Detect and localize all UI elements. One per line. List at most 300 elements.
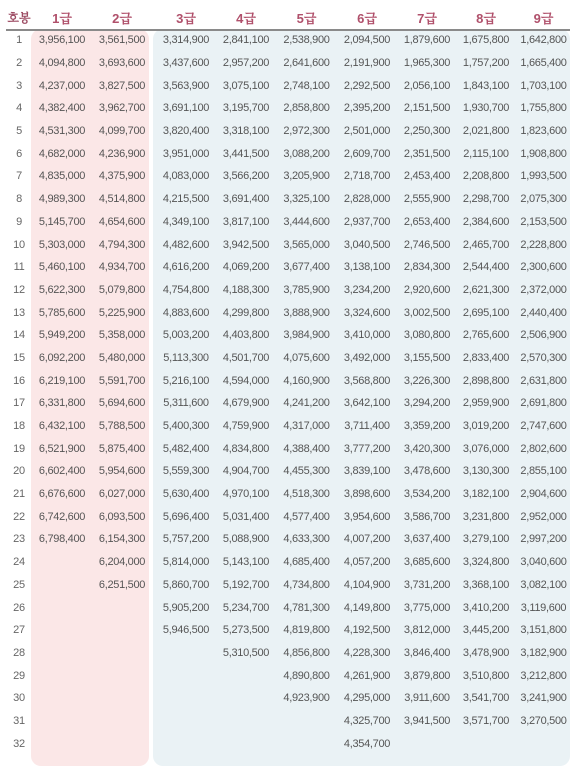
table-row xyxy=(6,165,572,188)
salary-cell-grade-5: 4,633,300 xyxy=(283,533,330,546)
salary-cell-grade-8: 2,544,400 xyxy=(462,261,510,274)
salary-cell-grade-5: 4,734,800 xyxy=(283,578,330,591)
salary-cell-grade-1 xyxy=(32,732,92,755)
salary-cell-grade-4 xyxy=(216,732,276,755)
salary-cell-grade-8: 2,384,600 xyxy=(462,215,510,228)
step-cell: 16 xyxy=(13,374,25,387)
salary-cell-grade-3: 4,754,800 xyxy=(162,283,210,296)
salary-cell-grade-9: 1,665,400 xyxy=(520,57,567,70)
salary-cell-grade-8: 2,298,700 xyxy=(462,193,510,206)
salary-cell-grade-8: 2,898,800 xyxy=(462,374,510,387)
salary-cell-grade-7: 2,653,400 xyxy=(403,215,451,228)
salary-cell-grade-8: 2,021,800 xyxy=(462,125,510,138)
table-row xyxy=(6,460,572,483)
salary-cell-grade-2: 3,962,700 xyxy=(98,102,146,115)
salary-cell-grade-7: 3,637,400 xyxy=(403,533,451,546)
table-row xyxy=(6,437,572,460)
salary-cell-grade-7: 2,151,500 xyxy=(403,102,451,115)
salary-cell-grade-4: 3,817,100 xyxy=(222,215,270,228)
salary-cell-grade-1: 5,303,000 xyxy=(38,238,86,251)
salary-cell-grade-7 xyxy=(397,732,457,755)
header-grade-5: 5급 xyxy=(296,11,317,26)
table-row xyxy=(6,732,572,755)
salary-cell-grade-7: 3,879,800 xyxy=(403,669,451,682)
salary-cell-grade-5: 4,075,600 xyxy=(283,351,330,364)
salary-cell-grade-5 xyxy=(276,732,337,755)
salary-cell-grade-6: 4,192,500 xyxy=(343,624,391,637)
salary-cell-grade-1: 5,785,600 xyxy=(38,306,86,319)
salary-cell-grade-8: 3,410,200 xyxy=(462,601,510,614)
salary-table xyxy=(6,6,572,755)
salary-cell-grade-5: 4,241,200 xyxy=(283,397,330,410)
salary-cell-grade-2: 4,934,700 xyxy=(98,261,146,274)
salary-cell-grade-9: 2,300,600 xyxy=(520,261,567,274)
salary-cell-grade-1: 3,956,100 xyxy=(38,34,86,47)
salary-cell-grade-1: 6,742,600 xyxy=(38,510,86,523)
salary-cell-grade-5 xyxy=(276,710,337,733)
table-row xyxy=(6,664,572,687)
salary-cell-grade-9: 3,119,600 xyxy=(520,601,567,614)
salary-cell-grade-7: 3,420,300 xyxy=(403,442,451,455)
table-header-row xyxy=(6,6,572,29)
salary-cell-grade-5: 4,685,400 xyxy=(283,556,330,569)
salary-cell-grade-6: 4,261,900 xyxy=(343,669,391,682)
salary-cell-grade-2: 4,514,800 xyxy=(98,193,146,206)
salary-cell-grade-7: 3,359,200 xyxy=(403,420,451,433)
step-cell: 28 xyxy=(13,646,25,659)
salary-cell-grade-5: 2,748,100 xyxy=(283,79,330,92)
salary-cell-grade-9: 2,570,300 xyxy=(520,351,567,364)
salary-cell-grade-8: 3,571,700 xyxy=(462,714,510,727)
salary-cell-grade-3: 5,946,500 xyxy=(162,624,210,637)
salary-cell-grade-2: 6,027,000 xyxy=(98,488,146,501)
salary-cell-grade-7: 2,834,300 xyxy=(403,261,451,274)
salary-cell-grade-5: 3,565,000 xyxy=(283,238,330,251)
salary-cell-grade-1: 5,460,100 xyxy=(38,261,86,274)
salary-cell-grade-2: 5,875,400 xyxy=(98,442,146,455)
table-row xyxy=(6,29,572,52)
salary-cell-grade-6: 2,937,700 xyxy=(343,215,391,228)
salary-cell-grade-2 xyxy=(92,687,152,710)
salary-cell-grade-9: 2,904,600 xyxy=(520,488,567,501)
table-row xyxy=(6,301,572,324)
salary-cell-grade-7: 3,911,600 xyxy=(404,692,450,705)
salary-cell-grade-6: 3,711,400 xyxy=(344,420,390,433)
salary-cell-grade-9: 2,802,600 xyxy=(520,442,567,455)
salary-cell-grade-5: 3,677,400 xyxy=(283,261,330,274)
salary-cell-grade-1: 4,094,800 xyxy=(38,57,86,70)
salary-cell-grade-9: 2,440,400 xyxy=(520,306,567,319)
table-row xyxy=(6,256,572,279)
salary-cell-grade-6: 3,138,100 xyxy=(343,261,391,274)
table-row xyxy=(6,188,572,211)
salary-cell-grade-6: 3,040,500 xyxy=(343,238,391,251)
step-cell: 8 xyxy=(16,193,22,206)
salary-cell-grade-2: 5,480,000 xyxy=(98,351,146,364)
salary-cell-grade-6: 4,325,700 xyxy=(343,714,391,727)
salary-cell-grade-8: 2,695,100 xyxy=(462,306,510,319)
salary-cell-grade-5: 3,785,900 xyxy=(283,283,330,296)
salary-cell-grade-5: 4,577,400 xyxy=(283,510,330,523)
salary-cell-grade-5: 2,858,800 xyxy=(283,102,330,115)
salary-cell-grade-9: 3,182,900 xyxy=(520,646,567,659)
salary-cell-grade-5: 4,455,300 xyxy=(283,465,330,478)
salary-cell-grade-7: 3,226,300 xyxy=(403,374,451,387)
step-cell: 26 xyxy=(13,601,25,614)
salary-cell-grade-6: 3,324,600 xyxy=(343,306,391,319)
step-cell: 2 xyxy=(16,57,22,70)
salary-cell-grade-3: 3,314,900 xyxy=(162,34,210,47)
salary-cell-grade-4: 3,691,400 xyxy=(222,193,270,206)
table-row xyxy=(6,97,572,120)
salary-cell-grade-3: 5,696,400 xyxy=(162,510,210,523)
salary-cell-grade-3: 5,757,200 xyxy=(162,533,210,546)
salary-cell-grade-9: 1,993,500 xyxy=(520,170,567,183)
salary-cell-grade-9: 2,153,500 xyxy=(520,215,567,228)
salary-cell-grade-9: 1,823,600 xyxy=(520,125,567,138)
salary-cell-grade-2: 4,375,900 xyxy=(98,170,146,183)
salary-cell-grade-8: 3,510,800 xyxy=(462,669,510,682)
salary-cell-grade-3: 5,003,200 xyxy=(162,329,210,342)
salary-cell-grade-6: 3,839,100 xyxy=(343,465,391,478)
salary-cell-grade-4 xyxy=(216,687,276,710)
salary-cell-grade-6: 2,609,700 xyxy=(343,147,391,160)
salary-cell-grade-8: 1,675,800 xyxy=(462,34,510,47)
salary-cell-grade-4: 4,188,300 xyxy=(222,283,270,296)
salary-cell-grade-4: 5,234,700 xyxy=(222,601,270,614)
salary-cell-grade-7: 3,080,800 xyxy=(403,329,451,342)
salary-cell-grade-3: 5,216,100 xyxy=(162,374,210,387)
step-cell: 19 xyxy=(13,442,25,455)
salary-cell-grade-2 xyxy=(92,732,152,755)
salary-cell-grade-7: 3,941,500 xyxy=(403,714,451,727)
salary-cell-grade-4: 3,075,100 xyxy=(222,79,270,92)
step-cell: 10 xyxy=(13,238,25,251)
salary-cell-grade-7: 2,555,900 xyxy=(403,193,451,206)
salary-cell-grade-7: 1,965,300 xyxy=(403,57,451,70)
header-grade-9: 9급 xyxy=(533,11,554,26)
header-grade-1: 1급 xyxy=(52,11,72,26)
salary-cell-grade-2: 3,693,600 xyxy=(98,57,146,70)
salary-cell-grade-8: 2,765,600 xyxy=(462,329,510,342)
salary-cell-grade-1: 4,989,300 xyxy=(38,193,86,206)
step-cell: 30 xyxy=(13,692,25,705)
salary-cell-grade-3: 3,437,600 xyxy=(162,57,210,70)
table-row xyxy=(6,574,572,597)
salary-cell-grade-9: 1,703,100 xyxy=(520,79,567,92)
salary-cell-grade-9: 3,270,500 xyxy=(520,714,567,727)
salary-cell-grade-4: 5,310,500 xyxy=(222,646,270,659)
salary-cell-grade-2: 6,204,000 xyxy=(98,556,146,569)
salary-cell-grade-5: 3,888,900 xyxy=(283,306,330,319)
table-row xyxy=(6,551,572,574)
salary-cell-grade-4: 4,069,200 xyxy=(222,261,270,274)
step-cell: 18 xyxy=(13,420,25,433)
salary-cell-grade-1: 5,145,700 xyxy=(38,215,86,228)
salary-cell-grade-2: 5,225,900 xyxy=(98,306,146,319)
salary-cell-grade-4: 4,299,800 xyxy=(222,306,270,319)
salary-cell-grade-1 xyxy=(32,664,92,687)
header-grade-6: 6급 xyxy=(357,11,377,26)
salary-cell-grade-6: 2,094,500 xyxy=(343,34,391,47)
salary-cell-grade-4: 5,031,400 xyxy=(222,510,270,523)
salary-cell-grade-6: 2,828,000 xyxy=(343,193,391,206)
salary-cell-grade-8: 2,959,900 xyxy=(462,397,510,410)
salary-cell-grade-5: 4,890,800 xyxy=(283,669,330,682)
step-cell: 5 xyxy=(16,125,22,138)
table-row xyxy=(6,369,572,392)
salary-cell-grade-4: 4,834,800 xyxy=(222,442,270,455)
salary-cell-grade-1: 6,331,800 xyxy=(38,397,86,410)
salary-cell-grade-9: 3,151,800 xyxy=(520,624,567,637)
table-row xyxy=(6,52,572,75)
salary-cell-grade-3 xyxy=(156,664,216,687)
salary-cell-grade-9: 2,372,000 xyxy=(520,283,567,296)
salary-cell-grade-6: 3,954,600 xyxy=(343,510,391,523)
salary-cell-grade-3 xyxy=(156,687,216,710)
salary-cell-grade-2: 5,591,700 xyxy=(98,374,146,387)
salary-cell-grade-5: 4,819,800 xyxy=(283,624,330,637)
salary-cell-grade-4: 4,904,700 xyxy=(222,465,270,478)
salary-cell-grade-1: 6,521,900 xyxy=(38,442,86,455)
salary-cell-grade-7: 2,250,300 xyxy=(403,125,451,138)
salary-cell-grade-8: 2,465,700 xyxy=(462,238,510,251)
salary-cell-grade-1: 5,949,200 xyxy=(38,329,86,342)
salary-cell-grade-2: 4,794,300 xyxy=(98,238,146,251)
salary-cell-grade-1 xyxy=(32,551,92,574)
salary-cell-grade-8: 3,279,100 xyxy=(462,533,510,546)
salary-cell-grade-6: 4,149,800 xyxy=(343,601,391,614)
table-row xyxy=(6,392,572,415)
table-row xyxy=(6,483,572,506)
salary-cell-grade-6: 2,718,700 xyxy=(343,170,391,183)
table-row xyxy=(6,505,572,528)
salary-cell-grade-8: 1,843,100 xyxy=(462,79,510,92)
salary-cell-grade-5: 4,923,900 xyxy=(283,692,330,705)
table-row xyxy=(6,233,572,256)
salary-cell-grade-8: 2,115,100 xyxy=(463,147,509,160)
table-row xyxy=(6,120,572,143)
header-grade-8: 8급 xyxy=(476,11,496,26)
salary-cell-grade-5: 3,088,200 xyxy=(283,147,330,160)
table-row xyxy=(6,142,572,165)
header-divider xyxy=(6,29,570,31)
salary-cell-grade-8 xyxy=(457,732,515,755)
salary-cell-grade-9: 1,755,800 xyxy=(520,102,567,115)
header-grade-4: 4급 xyxy=(236,11,256,26)
salary-cell-grade-5: 2,641,600 xyxy=(283,57,330,70)
salary-cell-grade-2: 5,358,000 xyxy=(98,329,146,342)
salary-cell-grade-6: 3,642,100 xyxy=(343,397,391,410)
salary-cell-grade-7: 3,775,000 xyxy=(403,601,451,614)
salary-cell-grade-6: 3,568,800 xyxy=(343,374,391,387)
salary-cell-grade-6: 3,234,200 xyxy=(343,283,391,296)
salary-cell-grade-6: 4,007,200 xyxy=(343,533,391,546)
salary-cell-grade-9: 3,241,900 xyxy=(520,692,567,705)
salary-cell-grade-5: 2,972,300 xyxy=(283,125,330,138)
salary-cell-grade-3 xyxy=(156,732,216,755)
salary-cell-grade-9: 2,506,900 xyxy=(520,329,567,342)
salary-cell-grade-4: 5,143,100 xyxy=(222,556,270,569)
salary-cell-grade-2: 3,827,500 xyxy=(98,79,146,92)
salary-cell-grade-1: 6,602,400 xyxy=(38,465,86,478)
salary-cell-grade-9: 2,228,800 xyxy=(520,238,567,251)
salary-cell-grade-1 xyxy=(32,619,92,642)
salary-cell-grade-2: 5,788,500 xyxy=(98,420,146,433)
salary-cell-grade-6: 4,228,300 xyxy=(343,646,391,659)
salary-cell-grade-3: 5,113,300 xyxy=(163,351,209,364)
salary-cell-grade-4: 4,501,700 xyxy=(222,351,270,364)
salary-cell-grade-4: 4,970,100 xyxy=(222,488,270,501)
salary-cell-grade-8: 3,076,000 xyxy=(462,442,510,455)
salary-cell-grade-3 xyxy=(156,642,216,665)
salary-cell-grade-7: 1,879,600 xyxy=(403,34,451,47)
salary-cell-grade-2 xyxy=(92,664,152,687)
salary-cell-grade-4: 4,679,900 xyxy=(222,397,270,410)
salary-cell-grade-5: 4,160,900 xyxy=(283,374,330,387)
salary-cell-grade-7: 2,920,600 xyxy=(403,283,451,296)
salary-cell-grade-2: 5,954,600 xyxy=(98,465,146,478)
salary-cell-grade-4: 4,403,800 xyxy=(222,329,270,342)
salary-cell-grade-3: 4,883,600 xyxy=(162,306,210,319)
salary-cell-grade-3: 5,482,400 xyxy=(162,442,210,455)
salary-cell-grade-8: 2,208,800 xyxy=(462,170,510,183)
salary-cell-grade-2: 4,654,600 xyxy=(98,215,146,228)
salary-cell-grade-7: 3,685,600 xyxy=(403,556,451,569)
salary-cell-grade-3: 4,616,200 xyxy=(162,261,210,274)
table-row xyxy=(6,279,572,302)
step-cell: 25 xyxy=(13,578,25,591)
salary-cell-grade-6: 4,104,900 xyxy=(343,578,391,591)
salary-cell-grade-6: 4,295,000 xyxy=(343,692,391,705)
table-row xyxy=(6,596,572,619)
salary-cell-grade-5: 3,444,600 xyxy=(283,215,330,228)
salary-cell-grade-9: 2,631,800 xyxy=(520,374,567,387)
salary-cell-grade-9: 2,997,200 xyxy=(520,533,567,546)
salary-cell-grade-5: 2,538,900 xyxy=(283,34,330,47)
salary-cell-grade-3: 5,630,400 xyxy=(162,488,210,501)
salary-cell-grade-8: 3,324,800 xyxy=(462,556,510,569)
salary-cell-grade-1: 4,237,000 xyxy=(38,79,86,92)
salary-cell-grade-9: 2,952,000 xyxy=(520,510,567,523)
salary-cell-grade-5: 3,984,900 xyxy=(283,329,330,342)
salary-cell-grade-6: 2,292,500 xyxy=(343,79,391,92)
salary-cell-grade-5: 4,781,300 xyxy=(283,601,330,614)
salary-cell-grade-8: 2,621,300 xyxy=(462,283,510,296)
salary-cell-grade-3: 3,691,100 xyxy=(162,102,210,115)
salary-cell-grade-7: 3,294,200 xyxy=(403,397,451,410)
salary-cell-grade-7: 2,453,400 xyxy=(403,170,451,183)
salary-cell-grade-1 xyxy=(32,596,92,619)
salary-cell-grade-4: 2,841,100 xyxy=(222,34,270,47)
salary-cell-grade-1 xyxy=(32,710,92,733)
salary-cell-grade-1: 6,432,100 xyxy=(38,420,86,433)
header-grade-2: 2급 xyxy=(112,11,132,26)
step-cell: 27 xyxy=(13,624,25,637)
salary-cell-grade-9: 2,075,300 xyxy=(520,193,567,206)
salary-cell-grade-1: 6,219,100 xyxy=(38,374,86,387)
salary-cell-grade-7: 3,534,200 xyxy=(403,488,451,501)
salary-cell-grade-7: 3,478,600 xyxy=(403,465,451,478)
salary-cell-grade-7: 3,002,500 xyxy=(403,306,451,319)
salary-cell-grade-7: 3,812,000 xyxy=(403,624,451,637)
salary-cell-grade-2: 4,236,900 xyxy=(98,147,146,160)
salary-cell-grade-9: 1,642,800 xyxy=(520,34,567,47)
salary-cell-grade-9: 3,212,800 xyxy=(520,669,567,682)
step-cell: 15 xyxy=(13,351,25,364)
step-cell: 1 xyxy=(16,34,22,47)
step-cell: 23 xyxy=(13,533,25,546)
salary-cell-grade-5: 4,317,000 xyxy=(283,420,330,433)
table-row xyxy=(6,528,572,551)
step-cell: 24 xyxy=(13,556,25,569)
salary-cell-grade-1: 4,682,000 xyxy=(38,147,86,160)
salary-cell-grade-9: 2,691,800 xyxy=(520,397,567,410)
salary-cell-grade-8: 3,368,100 xyxy=(462,578,510,591)
salary-cell-grade-6: 4,354,700 xyxy=(343,737,391,750)
table-row xyxy=(6,687,572,710)
salary-cell-grade-8: 3,182,100 xyxy=(462,488,510,501)
step-cell: 12 xyxy=(13,283,25,296)
salary-cell-grade-8: 3,130,300 xyxy=(462,465,510,478)
salary-cell-grade-3: 5,400,300 xyxy=(162,420,210,433)
salary-cell-grade-6: 3,777,200 xyxy=(343,442,391,455)
salary-cell-grade-1: 6,676,600 xyxy=(38,488,86,501)
salary-cell-grade-8: 2,833,400 xyxy=(462,351,510,364)
salary-cell-grade-2: 5,694,600 xyxy=(98,397,146,410)
salary-cell-grade-7: 2,746,500 xyxy=(403,238,451,251)
step-cell: 31 xyxy=(13,714,25,727)
step-cell: 7 xyxy=(16,170,22,183)
salary-cell-grade-7: 3,586,700 xyxy=(403,510,451,523)
salary-cell-grade-6: 3,410,000 xyxy=(343,329,391,342)
header-grade-7: 7급 xyxy=(417,11,437,26)
salary-cell-grade-8: 1,757,200 xyxy=(462,57,510,70)
salary-cell-grade-4: 2,957,200 xyxy=(222,57,270,70)
salary-cell-grade-9: 3,040,600 xyxy=(520,556,567,569)
salary-cell-grade-3: 3,820,400 xyxy=(162,125,210,138)
step-cell: 6 xyxy=(16,147,22,160)
salary-cell-grade-6: 2,501,000 xyxy=(343,125,391,138)
salary-cell-grade-9: 2,855,100 xyxy=(520,465,567,478)
salary-cell-grade-3: 4,349,100 xyxy=(162,215,210,228)
step-cell: 32 xyxy=(13,737,25,750)
salary-cell-grade-7: 3,846,400 xyxy=(403,646,451,659)
salary-cell-grade-2: 3,561,500 xyxy=(98,34,146,47)
salary-cell-grade-3: 4,482,600 xyxy=(162,238,210,251)
salary-cell-grade-3: 5,905,200 xyxy=(162,601,210,614)
salary-cell-grade-2 xyxy=(92,619,152,642)
step-cell: 17 xyxy=(13,397,25,410)
table-row xyxy=(6,642,572,665)
step-cell: 4 xyxy=(16,102,22,115)
salary-cell-grade-2: 6,251,500 xyxy=(98,578,146,591)
step-cell: 11 xyxy=(13,261,25,274)
table-row xyxy=(6,324,572,347)
salary-cell-grade-7: 2,056,100 xyxy=(403,79,451,92)
salary-cell-grade-3: 5,860,700 xyxy=(162,578,210,591)
salary-cell-grade-5: 4,856,800 xyxy=(283,646,330,659)
salary-cell-grade-3: 4,215,500 xyxy=(162,193,210,206)
salary-cell-grade-4: 3,942,500 xyxy=(222,238,270,251)
salary-cell-grade-7: 3,731,200 xyxy=(403,578,451,591)
table-row xyxy=(6,347,572,370)
salary-cell-grade-3: 4,083,000 xyxy=(162,170,210,183)
salary-cell-grade-1: 4,531,300 xyxy=(38,125,86,138)
table-row xyxy=(6,710,572,733)
salary-cell-grade-4: 5,273,500 xyxy=(222,624,270,637)
salary-cell-grade-3: 5,559,300 xyxy=(162,465,210,478)
